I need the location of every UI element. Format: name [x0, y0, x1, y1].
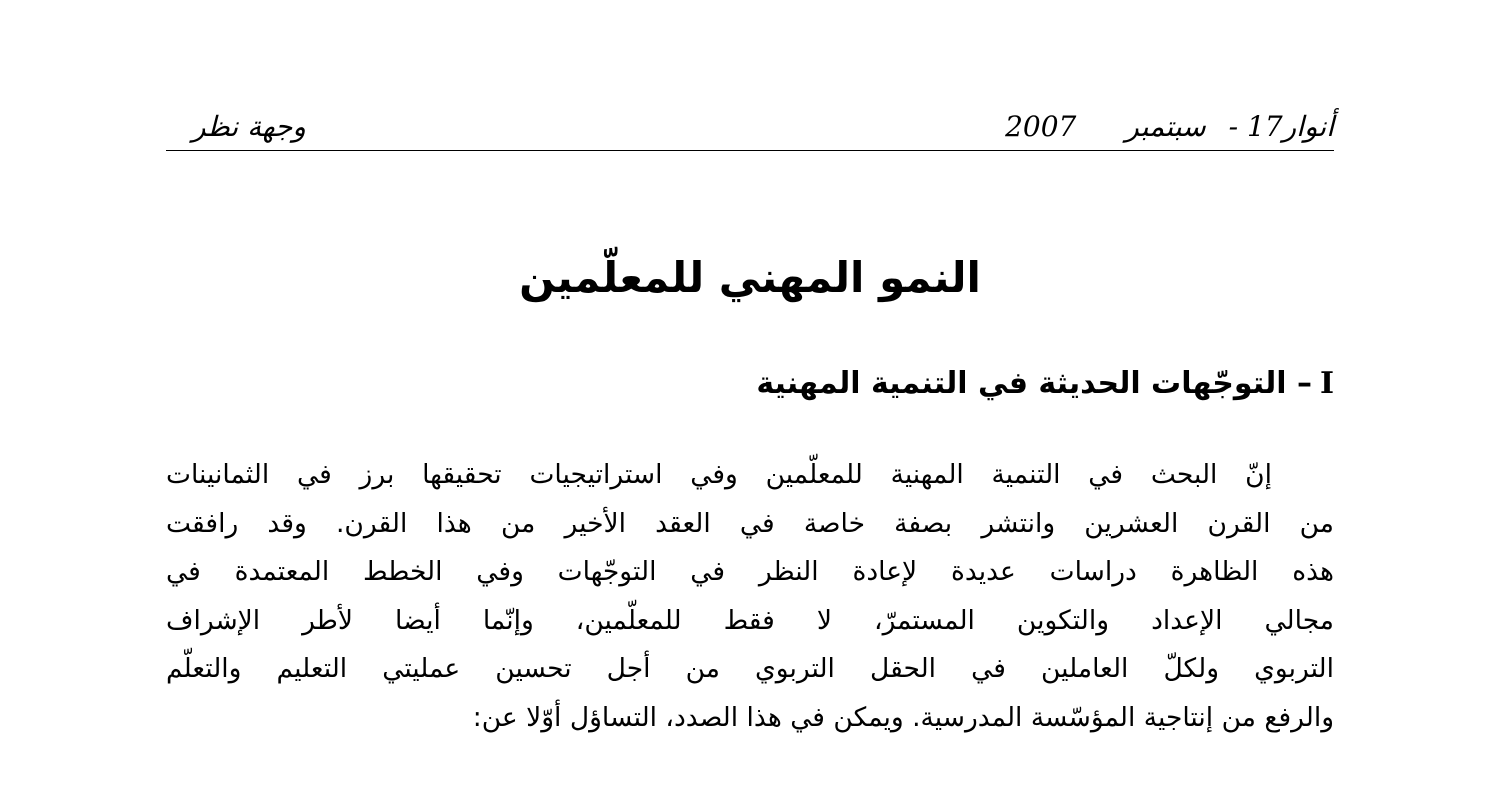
- paragraph-line: هذه الظاهرة دراسات عديدة لإعادة النظر في التوجّهات وفي الخطط المعتمدة في: [166, 556, 1334, 587]
- section-name: وجهة نظر: [192, 110, 306, 143]
- body-paragraph: [166, 451, 1334, 742]
- section-number: I: [1319, 366, 1334, 401]
- issue-month: سبتمبر: [1125, 110, 1206, 143]
- section-heading: [166, 362, 1334, 406]
- issue-info: [1005, 110, 1334, 143]
- page-header: [166, 106, 1334, 151]
- section-dash: –: [1296, 366, 1312, 401]
- article-title: النمو المهني للمعلّمين: [519, 253, 981, 302]
- paragraph-line: مجالي الإعداد والتكوين المستمرّ، لا فقط للمعلّمين، وإنّما أيضا لأطر الإشراف: [166, 604, 1334, 636]
- paragraph-line: من القرن العشرين وانتشر بصفة خاصة في العقد الأخير من هذا القرن. وقد رافقت: [166, 507, 1334, 539]
- issue-year: 2007: [1005, 110, 1077, 143]
- paragraph-line: والرفع من إنتاجية المؤسّسة المدرسية. ويمكن في هذا الصدد، التساؤل أوّلا عن:: [472, 701, 1334, 733]
- section-heading-text: التوجّهات الحديثة في التنمية المهنية: [756, 366, 1287, 401]
- paragraph-line: التربوي ولكلّ العاملين في الحقل التربوي من أجل تحسين عمليتي التعليم والتعلّم: [166, 653, 1334, 684]
- paragraph-line: إنّ البحث في التنمية المهنية للمعلّمين وفي استراتيجيات تحقيقها برز في الثمانينات: [166, 459, 1272, 490]
- issue-label: أنوار17 -: [1228, 110, 1334, 143]
